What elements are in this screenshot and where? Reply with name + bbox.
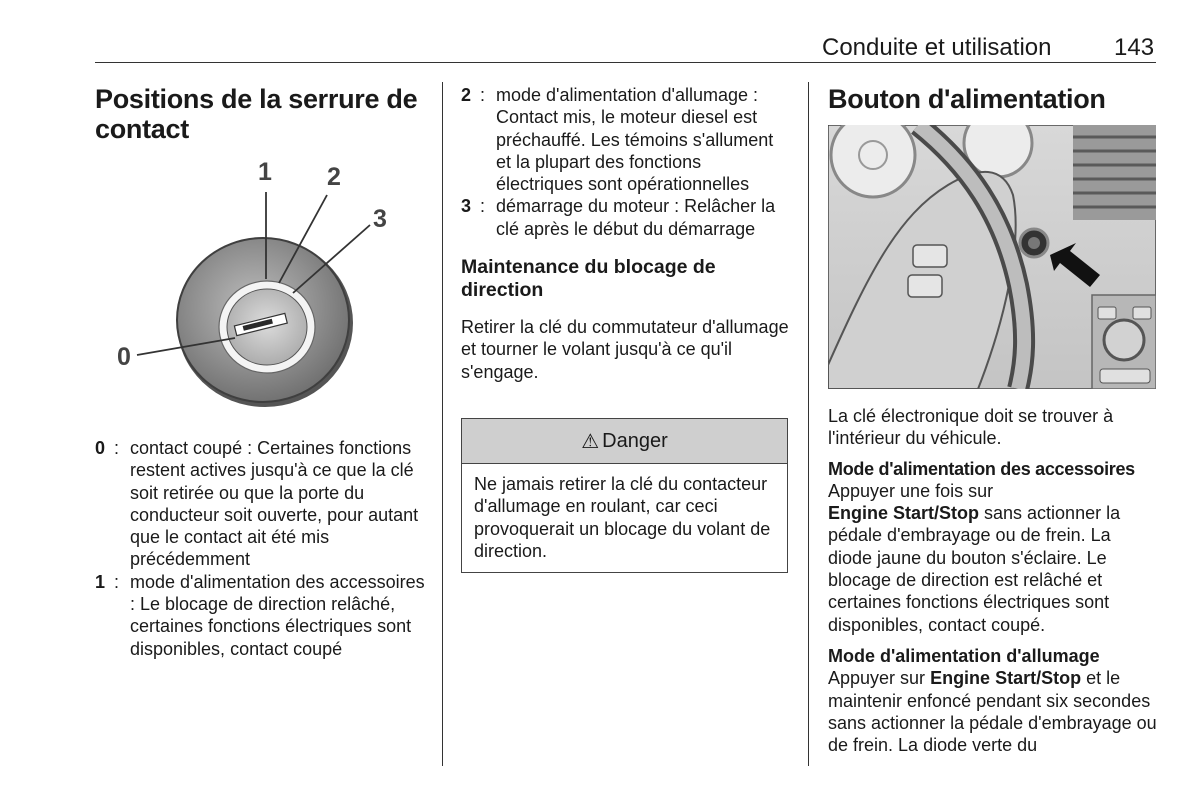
item-colon: : [114,571,120,592]
position-label-1: 1 [258,158,272,186]
section-title-ignition-positions: Positions de la serrure de contact [95,84,418,144]
text-run: Appuyer sur [828,668,931,689]
header-section-title: Conduite et utilisation [822,34,1052,61]
right-column [828,84,1158,114]
console-knob [1104,320,1144,360]
subheading-steering-lock: Maintenance du blocage de direction [461,256,716,302]
danger-box [461,418,788,573]
header-rule [95,62,1156,63]
warning-triangle-icon: ⚠ [581,430,600,453]
definition-item [461,84,791,195]
accessory-mode-text [828,480,1158,636]
definition-item [95,571,425,660]
gauge-left [831,125,915,197]
wheel-button [908,275,942,297]
middle-column [461,84,791,383]
left-column [95,84,425,144]
ignition-mode-section [828,645,1158,756]
position-label-2: 2 [327,163,341,191]
definition-item [461,195,791,240]
power-button-photo [828,125,1156,389]
item-number: 0 [95,438,106,458]
right-text [828,405,1158,756]
position-label-0: 0 [117,343,131,371]
power-button-intro: La clé électronique doit se trouver à l'intérieur du véhicule. [828,406,1114,449]
text-run: Appuyer une fois sur [828,480,994,501]
engine-start-stop-label: Engine Start/Stop [930,668,1082,689]
engine-start-stop-label: Engine Start/Stop [828,503,980,524]
danger-header [462,419,787,464]
item-text: mode d'alimentation d'allumage : Contact mis, le moteur diesel est préchauffé. Les témoins s'allument et la plupart des fonctions électriques sont opérationnelles [496,85,774,195]
page-number: 143 [1114,34,1155,61]
ignition-mode-text [828,667,1158,756]
item-number: 2 [461,85,472,105]
item-text: démarrage du moteur : Relâcher la clé après le début du démarrage [496,196,776,239]
ignition-lock-figure [95,155,423,419]
steering-lock-paragraph: Retirer la clé du commutateur d'allumage et tourner le volant jusqu'à ce qu'il s'engage. [461,317,789,382]
column-divider-right [808,82,809,766]
danger-text: Ne jamais retirer la clé du contacteur d'allumage en roulant, car ceci provoquerait un blocage du volant de direction. [474,474,771,561]
ignition-mode-heading: Mode d'alimentation d'allumage [828,645,1100,666]
section-title-power-button: Bouton d'alimentation [828,84,1106,114]
air-vent [1073,125,1156,220]
item-text: mode d'alimentation des accessoires : Le blocage de direction relâché, certaines fonctions électriques sont disponibles, contact coupé [130,571,425,659]
item-colon: : [480,196,486,217]
item-number: 3 [461,196,472,217]
accessory-mode-heading: Mode d'alimentation des accessoires [828,458,1135,479]
left-definition-list [95,437,425,660]
position-label-3: 3 [373,205,387,233]
accessory-mode-section [828,458,1158,636]
text-run: et le maintenir enfoncé pendant six secondes sans actionner la pédale d'embrayage ou de frein. La diode verte du [828,668,1157,756]
danger-title: Danger [602,429,668,452]
item-colon: : [480,85,486,105]
wheel-button [913,245,947,267]
item-colon: : [114,438,120,458]
column-divider-left [442,82,443,766]
item-text: contact coupé : Certaines fonctions restent actives jusqu'à ce que la clé soit retirée ou que la porte du conducteur soit ouverte, pour autant que le contact ait été mis précédemment [130,438,419,570]
text-run: sans actionner la pédale d'embrayage ou de frein. La diode jaune du bouton s'éclaire. Le blocage de direction est relâché et certaines fonctions électriques sont disponibles, contact coupé. [828,503,1121,635]
definition-item [95,437,425,571]
item-number: 1 [95,571,106,592]
